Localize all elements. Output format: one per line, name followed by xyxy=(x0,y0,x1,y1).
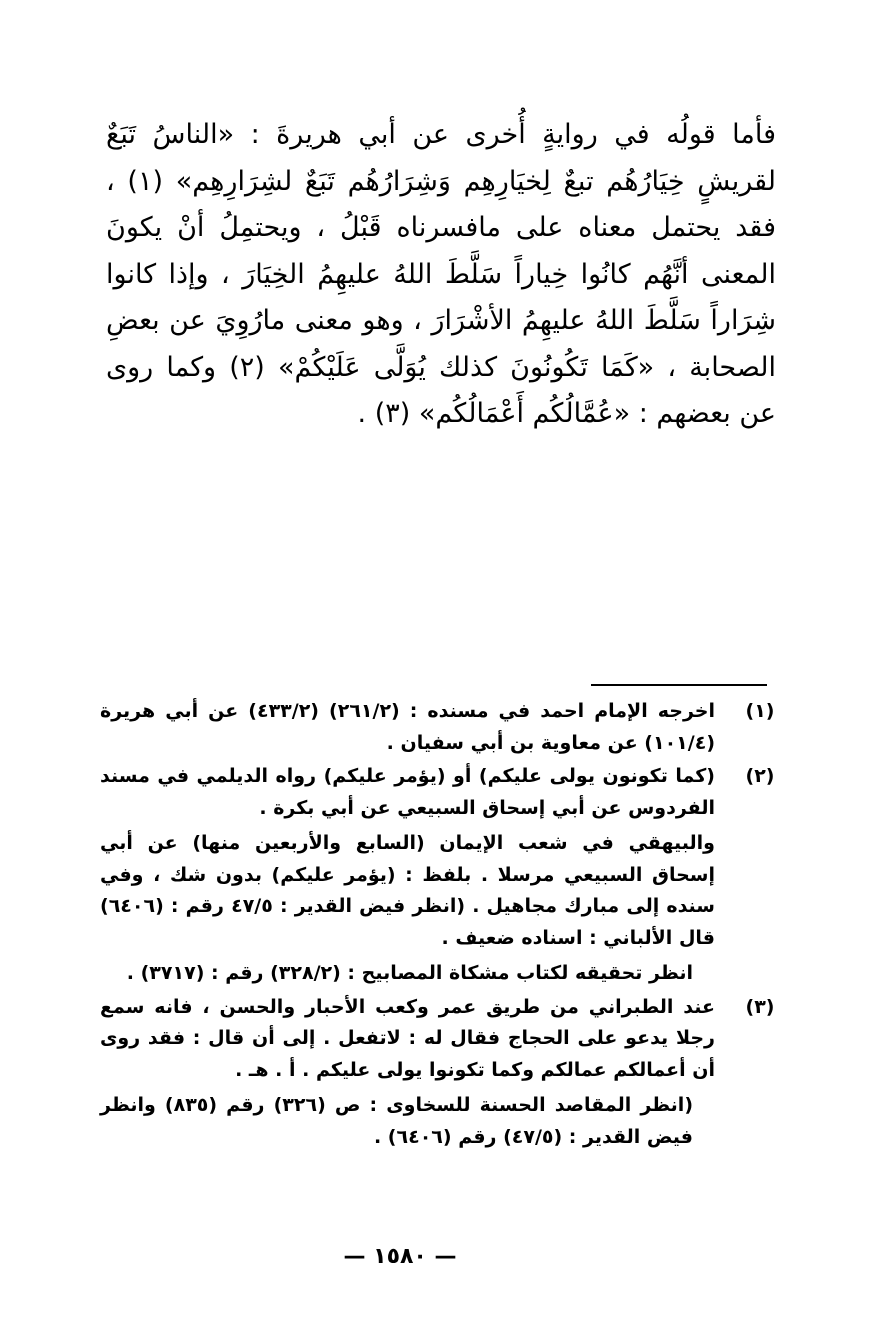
footnote-number: (٣) xyxy=(745,995,775,1018)
main-text-block xyxy=(106,112,776,438)
footnote-text: (انظر المقاصد الحسنة للسخاوى : ص (٣٢٦) رقم (٨٣٥) وانظر فيض القدير : (٤٧/٥) رقم (٦٤٠٦) . xyxy=(100,1094,693,1148)
footnote-text: انظر تحقيقه لكتاب مشكاة المصابيح : (٣٢٨/٢) رقم : (٣٧١٧) . xyxy=(126,962,693,984)
footnote-separator xyxy=(591,684,767,686)
footnote-text: اخرجه الإمام احمد في مسنده : (٢٦١/٢) (٤٣٣/٢) عن أبي هريرة (١٠١/٤) عن معاوية بن أبي سفيان . xyxy=(100,700,716,754)
footnote-text: (كما تكونون يولى عليكم) أو (يؤمر عليكم) رواه الديلمي في مسند الفردوس عن أبي إسحاق السبيعي عن أبي بكرة . xyxy=(100,765,715,819)
footnote-3 xyxy=(100,992,780,1154)
footnotes-section xyxy=(100,696,780,1155)
footnote-text: عند الطبراني من طريق عمر وكعب الأحبار والحسن ، فانه سمع رجلا يدعو على الحجاج فقال له : لاتفعل . إلى أن قال : فقد روى أن أعمالكم عمالكم وكما تكونوا يولى عليكم . أ . هـ . xyxy=(100,995,715,1081)
footnote-2 xyxy=(100,761,780,990)
footnote-number: (١) xyxy=(745,700,775,722)
page-number: — ١٥٨٠ — xyxy=(343,1244,457,1269)
main-paragraph: فأما قولُه في روايةٍ أُخرى عن أبي هريرةَ : «الناسُ تَبَعٌ لقريشٍ خِيَارُهُم تبعٌ لِخيَارِهِم وَشِرَارُهُم تَبَعٌ لشِرَارِهِم» (١) ، فقد يحتمل معناه على مافسرناه قَبْلُ ، ويحتمِلُ أنْ يكونَ المعنى أنَّهُم كانُوا خِياراً سَلَّطَ اللهُ عليهِمُ الخِيَارَ ، وإذا كانوا شِرَاراً سَلَّطَ اللهُ عليهِمُ الأشْرَارَ ، وهو معنى مارُوِيَ عن بعضِ الصحابة ، «كَمَا تَكُونُونَ كذلك يُوَلَّى عَلَيْكُمْ» (٢) وكما روى عن بعضهم : «عُمَّالُكُم أَعْمَالُكُم» (٣) . xyxy=(106,119,776,429)
footnote-text: والبيهقي في شعب الإيمان (السابع والأربعين منها) عن أبي إسحاق السبيعي مرسلا . بلفظ : (يؤمر عليكم) بدون شك ، وفي سنده إلى مبارك مجاهيل . (انظر فيض القدير : ٤٧/٥ رقم : (٦٤٠٦) قال الألباني : اسناده ضعيف . xyxy=(100,832,715,949)
footnote-number: (٢) xyxy=(745,765,775,787)
footnote-1 xyxy=(100,696,780,759)
